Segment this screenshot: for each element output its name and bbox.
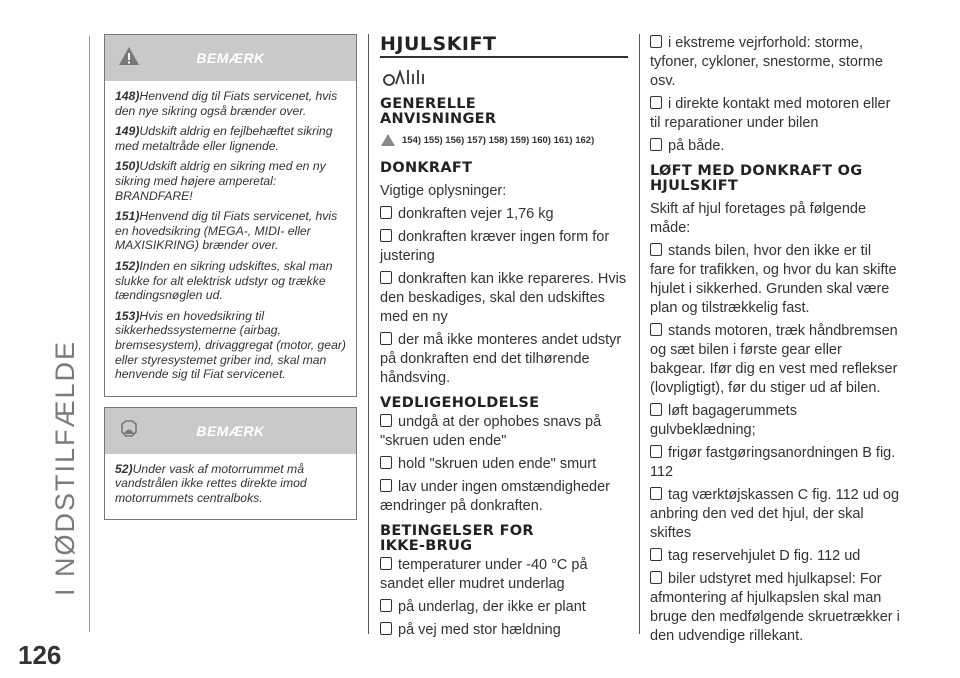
list-item: tag reservehjulet D fig. 112 ud	[650, 547, 900, 566]
checkbox-bullet-icon	[650, 323, 662, 336]
column-divider-1	[368, 34, 369, 634]
note-header	[105, 408, 356, 454]
side-chapter-title: I NØDSTILFÆLDE	[50, 339, 80, 596]
vedlige-heading: VEDLIGEHOLDELSE	[380, 395, 540, 411]
checkbox-bullet-icon	[650, 243, 662, 256]
note-header	[105, 35, 356, 81]
list-item: på underlag, der ikke er plant	[380, 598, 628, 617]
note-item: 153)Hvis en hovedsikring til sikkerhedssystemerne (airbag, bremsesystem), drivaggregat (motor, gear) eller styresystemet griber ind, skal man henvende sig til Fiat servicenet.	[115, 308, 346, 382]
list-item: i ekstreme vejrforhold: storme, tyfoner, cykloner, snestorme, storme osv.	[650, 35, 883, 89]
checkbox-bullet-icon	[650, 403, 662, 416]
note-body	[105, 81, 356, 396]
note-item: 152)Inden en sikring udskiftes, skal man slukke for alt elektrisk udstyr og trække tændingsnøglen ud.	[115, 258, 333, 303]
checkbox-bullet-icon	[650, 487, 662, 500]
list-item: løft bagagerummets gulvbeklædning;	[650, 403, 797, 438]
page-number: 126	[18, 640, 62, 670]
note-box-warning	[104, 34, 357, 397]
checkbox-bullet-icon	[380, 271, 392, 284]
main-column	[380, 34, 628, 640]
list-item: biler udstyret med hjulkapsel: For afmontering af hjulkapslen skal man bruge den medfølgende skruetrækker i den udvendige rillekant.	[650, 571, 900, 644]
list-item: stands motoren, træk håndbremsen og sæt bilen i første gear eller bakgear. Ifør dig en vest med reflekser (lovpligtigt), før du stiger ud af bilen.	[650, 323, 898, 396]
note-title: BEMÆRK	[196, 422, 265, 439]
checkbox-bullet-icon	[650, 96, 662, 109]
donkraft-heading: DONKRAFT	[380, 160, 473, 176]
list-item: donkraften kræver ingen form for justering	[380, 229, 610, 264]
list-item: i direkte kontakt med motoren eller til reparationer under bilen	[650, 96, 891, 131]
list-item: donkraften kan ikke repareres. Hvis den beskadiges, skal den udskiftes med en ny	[380, 271, 627, 325]
note-item: 148)Henvend dig til Fiats servicenet, hvis den nye sikring også brænder over.	[115, 89, 338, 118]
reference-list: 154) 155) 156) 157) 158) 159) 160) 161) 162)	[380, 133, 628, 147]
betingelser-heading: BETINGELSER FOR IKKE-BRUG	[380, 523, 534, 554]
note-item: 150)Udskift aldrig en sikring med en ny sikring med højere amperetal: BRANDFARE!	[115, 159, 326, 203]
checkbox-bullet-icon	[650, 445, 662, 458]
note-title: BEMÆRK	[196, 50, 265, 66]
list-item: på vej med stor hældning	[380, 621, 628, 640]
section-title: HJULSKIFT	[380, 34, 628, 58]
checkbox-bullet-icon	[380, 229, 392, 242]
list-item: undgå at der ophobes snavs på "skruen uden ende"	[380, 414, 602, 449]
checkbox-bullet-icon	[650, 548, 662, 561]
checkbox-bullet-icon	[380, 414, 392, 427]
list-item: stands bilen, hvor den ikke er til fare for trafikken, og hvor du kan skifte hjulet i sikkerhed. Grunden skal være plan og tilstrækkelig fast.	[650, 243, 897, 316]
note-item: 149)Udskift aldrig en fejlbehæftet sikring med metaltråde eller lignende.	[115, 124, 333, 153]
checkbox-bullet-icon	[650, 138, 662, 151]
column-divider-2	[639, 34, 640, 634]
checkbox-bullet-icon	[380, 456, 392, 469]
note-item: 52)Under vask af motorrummet må vandstrålen ikke rettes direkte imod motorrummets centralboks.	[115, 461, 307, 505]
right-column	[650, 34, 900, 646]
list-item: lav under ingen omstændigheder ændringer på donkraften.	[380, 479, 610, 514]
list-item: der må ikke monteres andet udstyr på donkraften end det tilhørende håndsving.	[380, 332, 622, 386]
checkbox-bullet-icon	[380, 206, 392, 219]
list-item: donkraften vejer 1,76 kg	[380, 205, 628, 224]
warning-triangle-icon	[380, 133, 396, 147]
checkbox-bullet-icon	[380, 479, 392, 492]
list-item: temperaturer under -40 °C på sandet eller mudret underlag	[380, 557, 588, 592]
tire-change-icon	[380, 66, 430, 88]
note-body	[105, 454, 356, 520]
notes-column	[104, 34, 357, 530]
checkbox-bullet-icon	[380, 557, 392, 570]
side-divider	[89, 36, 90, 632]
donkraft-intro: Vigtige oplysninger:	[380, 183, 507, 199]
list-item: på både.	[650, 137, 900, 156]
list-item: hold "skruen uden ende" smurt	[380, 455, 628, 474]
lift-heading: LØFT MED DONKRAFT OG HJULSKIFT	[650, 163, 863, 194]
lift-intro: Skift af hjul foretages på følgende måde:	[650, 201, 867, 236]
list-item: frigør fastgøringsanordningen B fig. 112	[650, 445, 896, 480]
checkbox-bullet-icon	[380, 332, 392, 345]
checkbox-bullet-icon	[380, 622, 392, 635]
list-item: tag værktøjskassen C fig. 112 ud og anbring den ved det hjul, der skal skiftes	[650, 487, 900, 541]
checkbox-bullet-icon	[650, 35, 662, 48]
checkbox-bullet-icon	[650, 571, 662, 584]
note-box-environment	[104, 407, 357, 521]
checkbox-bullet-icon	[380, 599, 392, 612]
note-item: 151)Henvend dig til Fiats servicenet, hvis en hovedsikring (MEGA-, MIDI- eller MAXISIKRING) brænder over.	[115, 209, 338, 253]
general-heading: GENERELLE ANVISNINGER	[380, 96, 497, 127]
